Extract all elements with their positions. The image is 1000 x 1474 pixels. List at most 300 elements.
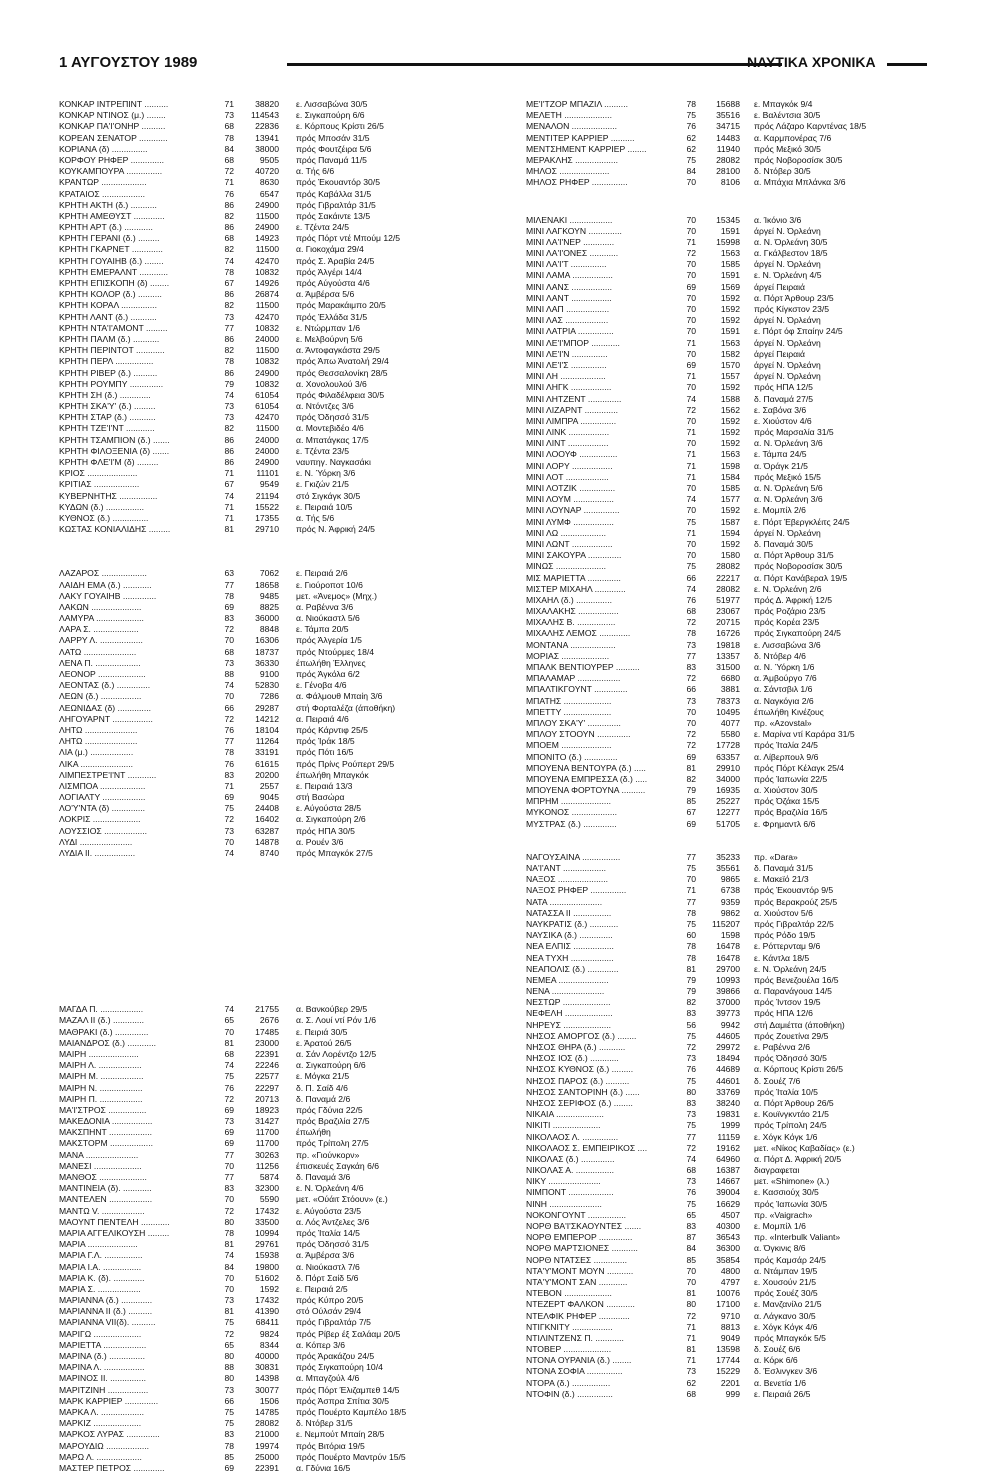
ship-position: πρός Ίράκ 18/5 — [296, 736, 355, 747]
ship-position: άργεί Ν. Όρλεάνη — [754, 337, 821, 348]
ship-row — [526, 662, 946, 673]
ship-row — [59, 613, 474, 624]
ship-row — [59, 1217, 474, 1228]
issue-date: 1 ΑΥΓΟΥΣΤΟΥ 1989 — [59, 54, 198, 71]
ship-name: ΜΥΣΤΡΑΣ (δ.) .............. — [526, 818, 617, 829]
ship-name: ΚΟΥΚΑΜΠΟΥΡΑ ............... — [59, 166, 163, 177]
gross-tonnage: 114543 — [250, 110, 279, 121]
ship-position: α. Πόρτ Κανάβεραλ 19/5 — [754, 572, 848, 583]
build-year: 82 — [224, 210, 234, 221]
ship-name: ΜΠΕΤΤΥ .................... — [526, 706, 612, 717]
ship-position: α. Φάλμουθ Μπαίη 3/6 — [296, 691, 383, 702]
gross-tonnage: 10832 — [255, 378, 279, 389]
build-year: 71 — [224, 468, 234, 479]
ship-name: ΛΑΚΩΝ ..................... — [59, 601, 142, 612]
ship-row — [59, 1083, 474, 1094]
ship-name: ΜΠΛΟΥ ΣΚΑ'Υ' .............. — [526, 717, 621, 728]
build-year: 73 — [224, 1116, 234, 1127]
ship-row — [59, 1161, 474, 1172]
build-year: 77 — [224, 1149, 234, 1160]
ship-row — [526, 1288, 946, 1299]
ship-position: έπισκευές Σαγκάη 6/6 — [296, 1160, 380, 1171]
ship-position: α. Νιούκαστλ 7/6 — [296, 1261, 360, 1272]
build-year: 80 — [224, 1216, 234, 1227]
ship-name: ΜΑΡΙΑ Σ. .................. — [59, 1283, 141, 1294]
ship-position: έπωλήθη Κινέζους — [754, 706, 824, 717]
ship-position: πρ. «Azovstal» — [754, 717, 812, 728]
ship-position: α. Κόρκ 6/6 — [754, 1355, 798, 1366]
ship-position: α. Ραβέννα 3/6 — [296, 601, 354, 612]
section-gap — [59, 535, 474, 568]
ship-position: α. Άμβέρσα 3/6 — [296, 1250, 355, 1261]
ship-name: ΝΟΡΘ ΝΤΑΤΣΕΣ .............. — [526, 1254, 628, 1265]
ship-name: ΜΑΡΙΝΟΣ ΙΙ. ............... — [59, 1373, 146, 1384]
header-rule — [287, 63, 782, 66]
ship-position: πρός Μπαγκόκ 5/5 — [754, 1332, 826, 1343]
build-year: 74 — [686, 583, 696, 594]
gross-tonnage: 24000 — [255, 333, 279, 344]
ship-name: ΜΑΡΙΝΑ Λ. ................. — [59, 1362, 145, 1373]
gross-tonnage: 5580 — [720, 729, 740, 740]
ship-row — [526, 1098, 946, 1109]
gross-tonnage: 14878 — [255, 836, 279, 847]
build-year: 73 — [686, 1109, 696, 1120]
gross-tonnage: 4077 — [720, 717, 740, 728]
ship-name: ΝΗΣΟΣ ΙΟΣ (δ.) ............ — [526, 1053, 619, 1064]
build-year: 71 — [224, 512, 234, 523]
ship-position: πρός Γδύνια 22/5 — [296, 1104, 363, 1115]
build-year: 70 — [686, 259, 696, 270]
build-year: 68 — [224, 646, 234, 657]
ship-row — [526, 483, 946, 494]
gross-tonnage: 8813 — [720, 1321, 740, 1332]
ship-name: ΜΙΛΕΝΑΚΙ .................. — [526, 214, 613, 225]
ship-position: ε. Άρατού 26/5 — [296, 1037, 352, 1048]
ship-name: ΛΗΤΩ ...................... — [59, 724, 138, 735]
gross-tonnage: 8106 — [720, 177, 740, 188]
ship-name: ΚΡΗΤΗ ΤΖΕ'Ι'ΝΤ ............ — [59, 423, 155, 434]
ship-position: δ. Ντόβερ 31/5 — [296, 1418, 353, 1429]
ship-row — [526, 897, 946, 908]
build-year: 72 — [686, 1042, 696, 1052]
build-year: 74 — [686, 1153, 696, 1164]
ship-row — [59, 401, 474, 412]
build-year: 71 — [686, 460, 696, 471]
ship-row — [59, 491, 474, 502]
ship-row — [526, 1042, 946, 1053]
ship-position: α. Ναγκόγια 2/6 — [754, 695, 814, 706]
ship-position: α. Λός Άντζελες 3/6 — [296, 1216, 370, 1227]
ship-position: ε. Αύγούστα 23/5 — [296, 1205, 361, 1216]
ship-row — [526, 1143, 946, 1154]
build-year: 70 — [686, 1276, 696, 1287]
ship-name: ΛΟΓΙΑΛΤΥ .................. — [59, 792, 146, 803]
build-year: 73 — [224, 657, 234, 668]
ship-name: ΜΠΑΛΚ ΒΕΝΤΙΟΥΡΕΡ .......... — [526, 662, 640, 672]
build-year: 70 — [686, 874, 696, 885]
ship-position: α. Γιοκοχάμα 29/4 — [296, 244, 364, 255]
ship-name: ΝΗΣΟΣ ΘΗΡΑ (δ.) ........... — [526, 1042, 626, 1052]
ship-position: δ. Παναμά 3/6 — [296, 1172, 351, 1182]
ship-row — [59, 379, 474, 390]
ship-position: πρός Έκουαντόρ 9/5 — [754, 885, 834, 896]
ship-row — [59, 770, 474, 781]
build-year: 75 — [686, 110, 696, 121]
ship-position: πρός Πρίνς Ρούπερτ 29/5 — [296, 758, 395, 769]
ship-position: πρός Καβάλλα 31/5 — [296, 188, 372, 199]
build-year: 88 — [224, 669, 234, 679]
ship-name: ΝΕΝΑ ...................... — [526, 986, 605, 997]
ship-name: ΝΙΚΑΙΑ .................... — [526, 1109, 604, 1120]
ship-row — [526, 1255, 946, 1266]
ship-row — [526, 763, 946, 774]
ship-name: ΚΥΒΕΡΝΗΤΗΣ ................ — [59, 490, 158, 501]
gross-tonnage: 11500 — [255, 345, 279, 356]
gross-tonnage: 17100 — [716, 1299, 740, 1310]
ship-name: ΝΙΚΟΛΑΣ Α. ................ — [526, 1165, 614, 1176]
ship-row — [526, 919, 946, 930]
gross-tonnage: 9045 — [259, 792, 279, 803]
ship-name: ΜΙΝΙ ΛΑΜΑ ................. — [526, 270, 613, 281]
ship-position: διαγραφεται — [754, 1165, 800, 1176]
ship-position: α. Ίκόνιο 3/6 — [754, 214, 802, 225]
build-year: 86 — [224, 367, 234, 378]
ship-name: ΝΑ'Ι'ΑΝΤ .................. — [526, 863, 607, 873]
ship-row — [59, 1027, 474, 1038]
build-year: 69 — [686, 751, 696, 762]
ship-name: ΛΟΚΡΙΣ .................... — [59, 814, 141, 825]
gross-tonnage: 22217 — [716, 572, 740, 583]
ship-position: ε. Ν. Όρλεάνη 2/6 — [754, 583, 822, 594]
gross-tonnage: 9865 — [720, 874, 740, 885]
gross-tonnage: 1582 — [720, 348, 740, 359]
ship-row — [526, 1187, 946, 1198]
ship-name: ΜΙΝΙ ΛΑΝΣ ................. — [526, 281, 613, 292]
ship-position: α. Πειραιά 4/6 — [296, 713, 349, 724]
build-year: 73 — [686, 639, 696, 650]
ship-row — [59, 267, 474, 278]
gross-tonnage: 1591 — [720, 270, 740, 281]
ship-name: ΜΑΣΤΕΡ ΠΕΤΡΟΣ ............. — [59, 1462, 165, 1473]
ship-position: πρός Νοβοροσίσκ 30/5 — [754, 561, 843, 572]
gross-tonnage: 35233 — [716, 851, 740, 862]
ship-name: ΝΗΣΟΣ ΣΑΝΤΟΡΙΝΗ (δ.) ...... — [526, 1086, 640, 1097]
publication-title: ΝΑΥΤΙΚΑ ΧΡΟΝΙΚΑ — [747, 54, 876, 70]
ship-row — [526, 785, 946, 796]
build-year: 70 — [686, 315, 696, 326]
build-year: 63 — [224, 568, 234, 579]
build-year: 74 — [686, 494, 696, 505]
ship-name: ΜΙΝΙ ΛΑΠ .................. — [526, 304, 610, 314]
build-year: 73 — [686, 1053, 696, 1064]
ship-name: ΝΤΑ'Υ'ΜΟΝΤ ΜΟΥΝ ........... — [526, 1265, 634, 1276]
gross-tonnage: 31500 — [716, 662, 740, 672]
gross-tonnage: 999 — [725, 1388, 740, 1399]
gross-tonnage: 17485 — [255, 1026, 279, 1037]
ship-position: μετ. «Νίκος Καβαδίας» (ε.) — [754, 1142, 855, 1153]
ship-position: πρός Φουτζέιρα 5/6 — [296, 143, 372, 154]
build-year: 71 — [224, 177, 234, 188]
ship-name: ΜΠΟΥΕΝΑ ΕΜΠΡΕΣΣΑ (δ.) ..... — [526, 773, 648, 784]
build-year: 68 — [224, 154, 234, 165]
gross-tonnage: 11500 — [255, 210, 279, 221]
gross-tonnage: 4800 — [720, 1265, 740, 1276]
gross-tonnage: 29287 — [255, 702, 279, 713]
ship-name: ΜΙΧΑΛΗΣ ΛΕΜΟΣ ............. — [526, 628, 631, 639]
build-year: 82 — [686, 997, 696, 1008]
ship-name: ΛΑΤΩ ...................... — [59, 646, 137, 657]
gross-tonnage: 18923 — [255, 1104, 279, 1115]
ship-row — [526, 1076, 946, 1087]
ship-row — [526, 99, 946, 110]
gross-tonnage: 16935 — [716, 785, 740, 796]
build-year: 66 — [224, 702, 234, 713]
build-year: 88 — [224, 1362, 234, 1373]
ship-row — [526, 1120, 946, 1131]
build-year: 74 — [224, 255, 234, 266]
ship-row — [59, 1015, 474, 1026]
build-year: 75 — [686, 1120, 696, 1131]
gross-tonnage: 1587 — [720, 516, 740, 527]
ship-row — [59, 1385, 474, 1396]
ship-position: πρός Γιβραλτάρ 7/5 — [296, 1317, 371, 1328]
gross-tonnage: 61615 — [255, 758, 279, 769]
gross-tonnage: 44605 — [716, 1030, 740, 1041]
gross-tonnage: 24408 — [255, 803, 279, 814]
build-year: 77 — [224, 579, 234, 590]
build-year: 82 — [686, 773, 696, 784]
build-year: 86 — [224, 457, 234, 467]
ship-row — [59, 1284, 474, 1295]
gross-tonnage: 51705 — [716, 818, 740, 829]
gross-tonnage: 24000 — [255, 445, 279, 456]
ship-row — [526, 1221, 946, 1232]
build-year: 80 — [686, 1086, 696, 1097]
ship-row — [526, 259, 946, 270]
ship-row — [59, 356, 474, 367]
build-year: 75 — [224, 1418, 234, 1429]
gross-tonnage: 11256 — [255, 1160, 279, 1171]
build-year: 76 — [686, 121, 696, 132]
build-year: 70 — [686, 270, 696, 281]
ship-row — [59, 1373, 474, 1384]
gross-tonnage: 28082 — [255, 1418, 279, 1429]
ship-name: ΝΙΚΟΛΑΟΣ Σ. ΕΜΠΕΙΡΙΚΟΣ .... — [526, 1142, 648, 1153]
ship-position: πρός Τρίπολη 24/5 — [754, 1120, 827, 1131]
ship-name: ΝΤΙΓΚΝΙΤΥ ................. — [526, 1321, 613, 1332]
build-year: 77 — [224, 736, 234, 747]
build-year: 72 — [686, 617, 696, 628]
ship-name: ΝΤΟΡΑ (δ.) ................ — [526, 1377, 611, 1388]
ship-name: ΝΗΣΟΣ ΑΜΟΡΓΟΣ (δ.) ........ — [526, 1030, 637, 1041]
ship-position: πρός Πότι 16/5 — [296, 747, 354, 758]
build-year: 77 — [686, 650, 696, 661]
ship-name: ΝΙΚΥ ...................... — [526, 1176, 601, 1187]
ship-position: πρός Πόρτ ντέ Μπούμ 12/5 — [296, 233, 401, 244]
build-year: 72 — [686, 729, 696, 740]
build-year: 70 — [686, 538, 696, 549]
build-year: 83 — [224, 769, 234, 780]
gross-tonnage: 1588 — [720, 393, 740, 404]
ship-row — [526, 1378, 946, 1389]
gross-tonnage: 31427 — [255, 1116, 279, 1127]
build-year: 78 — [686, 99, 696, 109]
ship-row — [526, 1176, 946, 1187]
ship-row — [526, 584, 946, 595]
gross-tonnage: 9942 — [720, 1019, 740, 1030]
ship-row — [526, 237, 946, 248]
ship-name: ΝΕΜΕΑ ..................... — [526, 974, 609, 985]
build-year: 78 — [224, 747, 234, 758]
gross-tonnage: 63287 — [255, 825, 279, 836]
ship-position: α. Βανκούβερ 29/5 — [296, 1004, 368, 1015]
ship-position: ε. Γένοβα 4/6 — [296, 680, 347, 691]
ship-position: πρός Πουέρτο Καμπέλο 18/5 — [296, 1406, 407, 1417]
ship-name: ΚΡΗΤΗ ΑΚΤΗ (δ.) ........... — [59, 199, 157, 210]
ship-position: α. Καρμπονέρας 7/6 — [754, 132, 832, 143]
ship-name: ΜΑΡΙΓΩ .................... — [59, 1328, 142, 1339]
ship-row — [526, 472, 946, 483]
ship-name: ΜΑΡΙΑ Κ. (δ). ............. — [59, 1272, 145, 1283]
ship-row — [526, 975, 946, 986]
ship-name: ΝΟΡΘ ΜΑΡΤΣΙΟΝΕΣ ........... — [526, 1243, 638, 1254]
build-year: 69 — [686, 818, 696, 829]
ship-position: ε. Τάμπα 24/5 — [754, 449, 807, 460]
ship-name: ΝΤΕΛΦΙΚ ΡΗΦΕΡ ............. — [526, 1310, 630, 1321]
build-year: 77 — [224, 1172, 234, 1182]
gross-tonnage: 24000 — [255, 434, 279, 445]
ship-name: ΜΑ'Ι'ΣΤΡΟΣ ................ — [59, 1104, 147, 1115]
gross-tonnage: 8825 — [259, 601, 279, 612]
ship-position: πρός Πόρτ Έλιζαμπεθ 14/5 — [296, 1384, 400, 1395]
gross-tonnage: 21755 — [255, 1004, 279, 1015]
ship-name: ΚΡΗΤΗ ΠΑΛΜ (δ.) ........... — [59, 333, 160, 344]
gross-tonnage: 1592 — [259, 1283, 279, 1294]
ship-name: ΜΙΝΙ ΛΩ ................... — [526, 527, 606, 538]
ship-position: πρ. «Γιούνκορν» — [296, 1149, 360, 1160]
ship-row — [526, 394, 946, 405]
ship-position: ε. Ρόττερνταμ 9/6 — [754, 941, 821, 952]
ship-name: ΜΙΝΙ ΛΙΝΚ ................. — [526, 427, 610, 438]
ship-name: ΝΙΚΟΛΑΣ (δ.) .............. — [526, 1153, 615, 1164]
ship-name: ΜΠΑΛΑΜΑΡ .................. — [526, 673, 621, 684]
ship-position: α. Άμβέρσα 5/6 — [296, 289, 355, 300]
build-year: 74 — [224, 1060, 234, 1071]
gross-tonnage: 14398 — [255, 1373, 279, 1384]
build-year: 68 — [224, 233, 234, 244]
gross-tonnage: 44601 — [716, 1075, 740, 1086]
ship-row — [526, 807, 946, 818]
build-year: 70 — [224, 836, 234, 847]
ship-row — [59, 468, 474, 479]
ship-position: άργεί Ν. Όρλεάνη — [754, 359, 821, 370]
ship-name: ΜΑΡΙΑΝΝΑ VII(δ). .......... — [59, 1317, 156, 1328]
ship-position: άργεί Ν. Όρλεάνη — [754, 371, 821, 382]
gross-tonnage: 1562 — [720, 404, 740, 415]
ship-name: ΜΙΝΙ ΛΟΥΝΑΡ ............... — [526, 505, 620, 516]
ship-row — [59, 99, 474, 110]
ship-position: ε. Νεμπούτ Μπαίη 28/5 — [296, 1429, 385, 1440]
ship-position: ε. Ραβέννα 2/6 — [754, 1042, 810, 1052]
ship-position: έπωλήθη — [296, 1127, 331, 1138]
gross-tonnage: 9710 — [720, 1310, 740, 1321]
ship-name: ΝΤΕΖΕΡΤ ΦΑΛΚΟΝ ............ — [526, 1299, 635, 1310]
ship-name: ΜΑΙΡΗ Μ. .................. — [59, 1071, 144, 1082]
ship-name: ΜΙΝΙ ΛΟΤ .................. — [526, 471, 609, 482]
build-year: 82 — [224, 244, 234, 255]
build-year: 70 — [686, 706, 696, 717]
gross-tonnage: 8344 — [259, 1339, 279, 1350]
build-year: 71 — [686, 449, 696, 460]
ship-position: πρός Ρόδο 19/5 — [754, 930, 816, 941]
ship-name: ΚΡΗΤΗ ΕΜΕΡΑΛΝΤ ............ — [59, 266, 169, 277]
build-year: 86 — [224, 434, 234, 445]
build-year: 71 — [686, 337, 696, 348]
gross-tonnage: 23000 — [255, 1037, 279, 1048]
ship-name: ΚΡΙΟΣ ..................... — [59, 468, 138, 479]
gross-tonnage: 16402 — [255, 814, 279, 825]
gross-tonnage: 9100 — [259, 669, 279, 679]
gross-tonnage: 11500 — [255, 300, 279, 311]
ship-name: ΜΠΛΟΥ ΣΤΟΟΥΝ .............. — [526, 729, 631, 740]
build-year: 73 — [224, 401, 234, 412]
ship-name: ΜΠΟΝΙΤΟ (δ.) .............. — [526, 751, 618, 762]
ship-position: μετ. «Shimone» (λ.) — [754, 1176, 830, 1187]
ship-position: πρός Ν. Άφρική 24/5 — [296, 524, 375, 535]
ship-name: ΝΑΤΑ ...................... — [526, 896, 603, 907]
build-year: 83 — [224, 613, 234, 624]
build-year: 72 — [224, 1093, 234, 1104]
ship-row — [59, 166, 474, 177]
ship-row — [59, 211, 474, 222]
ship-row — [526, 133, 946, 144]
ship-name: ΜΑΡΙΝΑ (δ.) ............... — [59, 1351, 145, 1361]
ship-row — [59, 837, 474, 848]
ship-name: ΜΙΝΙ ΛΗ ................... — [526, 371, 606, 382]
build-year: 70 — [686, 382, 696, 393]
gross-tonnage: 29700 — [716, 963, 740, 974]
gross-tonnage: 9359 — [720, 896, 740, 907]
build-year: 86 — [224, 289, 234, 300]
ship-row — [59, 1262, 474, 1273]
ship-row — [59, 312, 474, 323]
ship-name: ΝΕΑΠΟΛΙΣ (δ.) ............. — [526, 963, 619, 974]
ship-name: ΝΙΚΙΤΙ .................... — [526, 1120, 601, 1131]
gross-tonnage: 11700 — [255, 1127, 279, 1138]
build-year: 84 — [224, 1261, 234, 1272]
ship-position: ε. Χόγκ Κόγκ 1/6 — [754, 1131, 818, 1142]
ship-row — [526, 282, 946, 293]
build-year: 86 — [224, 222, 234, 233]
gross-tonnage: 11500 — [255, 244, 279, 255]
build-year: 70 — [686, 1265, 696, 1276]
gross-tonnage: 63357 — [716, 751, 740, 762]
ship-name: ΚΡΗΤΗ ΚΟΡΑΛ ............... — [59, 300, 157, 311]
ship-row — [526, 1132, 946, 1143]
ship-row — [59, 1194, 474, 1205]
ship-name: ΛΙΑ (μ.) .................. — [59, 747, 134, 758]
gross-tonnage: 32300 — [255, 1183, 279, 1194]
ship-row — [59, 580, 474, 591]
ship-row — [526, 371, 946, 382]
ship-row — [526, 338, 946, 349]
ship-position: ε. Χιούστον 4/6 — [754, 415, 812, 426]
ship-row — [59, 177, 474, 188]
ship-row — [526, 539, 946, 550]
gross-tonnage: 28082 — [716, 583, 740, 594]
build-year: 70 — [686, 214, 696, 225]
ship-row — [59, 1295, 474, 1306]
